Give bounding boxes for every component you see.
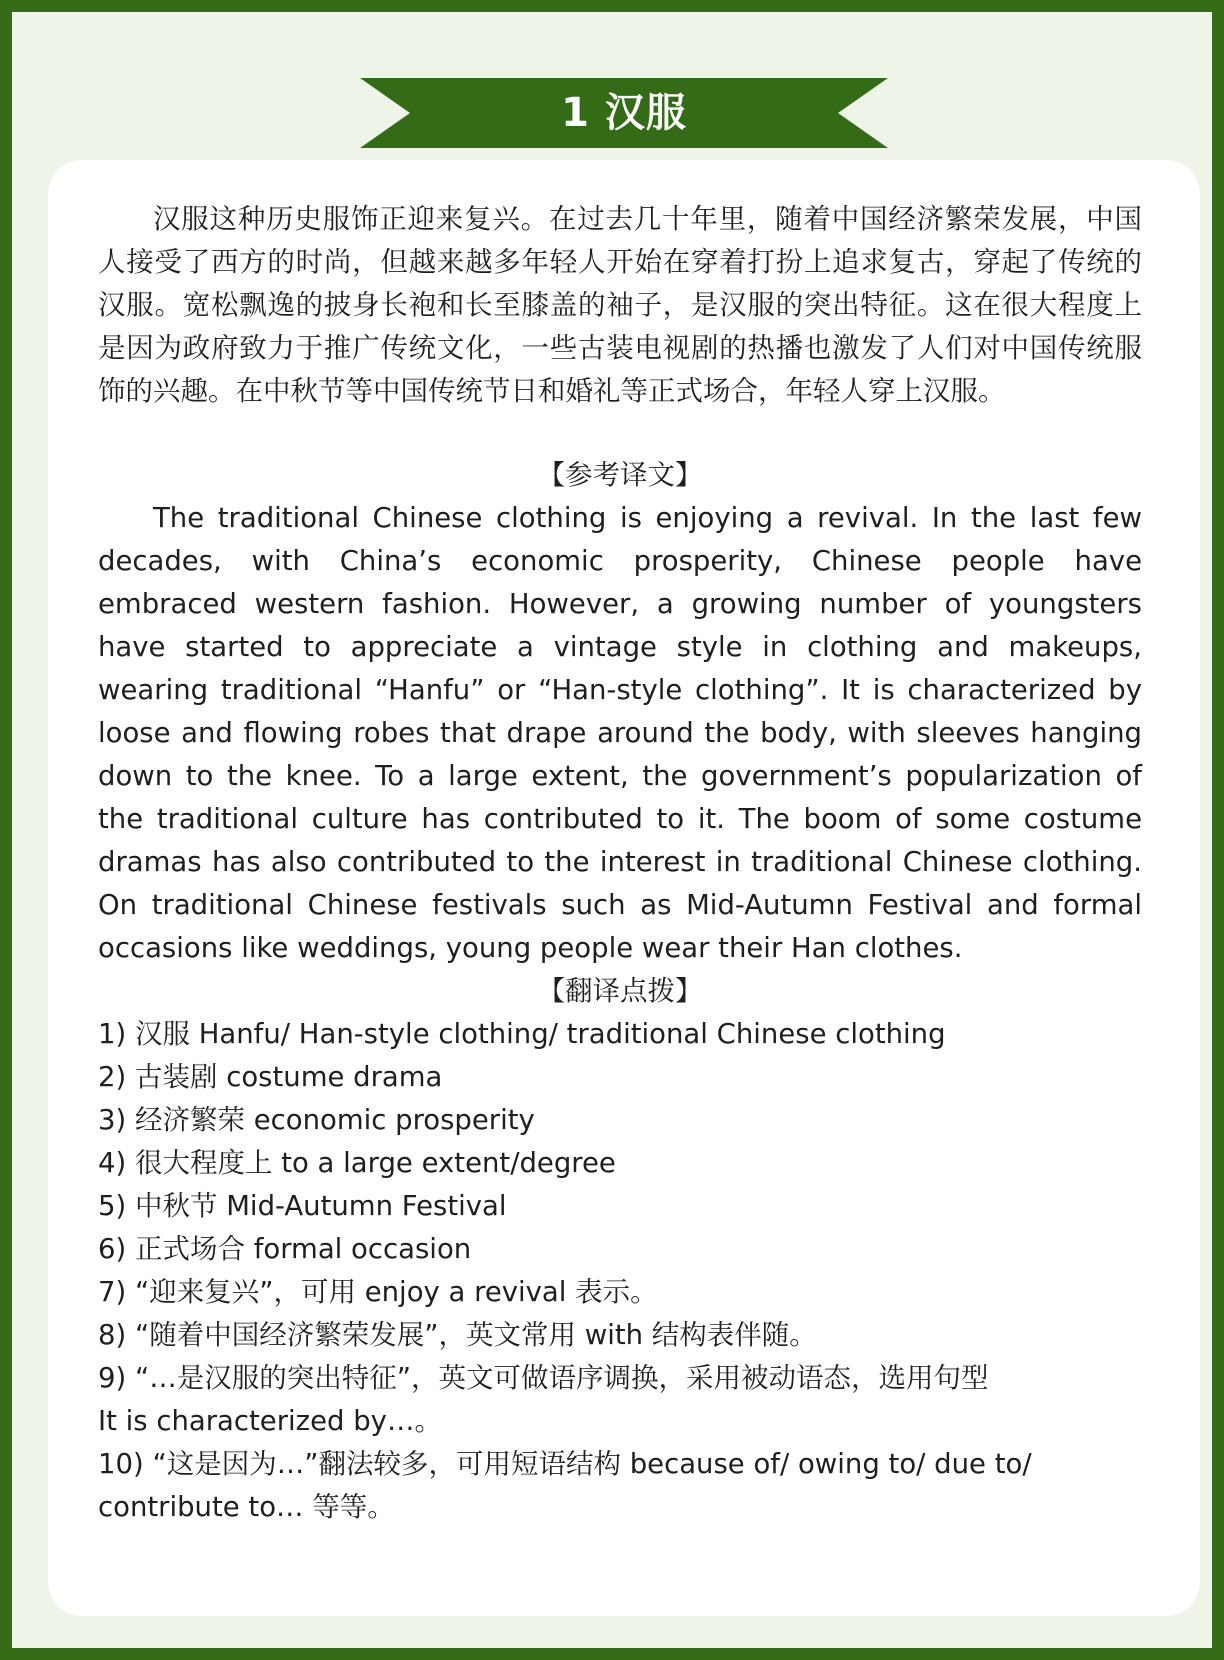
tips-list [98, 1013, 1142, 1529]
content-body [98, 198, 1142, 1529]
tip-item: 8) “随着中国经济繁荣发展”，英文常用 with 结构表伴随。 [98, 1319, 817, 1351]
tip-item: 10) “这是因为…”翻法较多，可用短语结构 because of/ owing to/ due to/ [98, 1448, 1032, 1480]
tip-item: 7) “迎来复兴”，可用 enjoy a revival 表示。 [98, 1276, 658, 1308]
tip-item: It is characterized by…。 [98, 1405, 442, 1437]
tip-item: 4) 很大程度上 to a large extent/degree [98, 1147, 616, 1179]
tip-item: 3) 经济繁荣 economic prosperity [98, 1104, 535, 1136]
content-card [48, 160, 1200, 1616]
tip-item: 1) 汉服 Hanfu/ Han-style clothing/ traditional Chinese clothing [98, 1018, 946, 1050]
tips-heading: 【翻译点拨】 [537, 975, 703, 1007]
translation-paragraph: The traditional Chinese clothing is enjoying a revival. In the last few decades, with China’s economic prosperity, Chinese people have embraced western fashion. However, a growing number of youngsters have started to appreciate a vintage style in clothing and makeups, wearing traditional “Hanfu” or “Han-style clothing”. It is characterized by loose and flowing robes that drape around the body, with sleeves hanging down to the knee. To a large extent, the government’s popularization of the traditional culture has contributed to it. The boom of some costume dramas has also contributed to the interest in traditional Chinese clothing. On traditional Chinese festivals such as Mid-Autumn Festival and formal occasions like weddings, young people wear their Han clothes. [98, 502, 1142, 964]
chinese-source-paragraph: 汉服这种历史服饰正迎来复兴。在过去几十年里，随着中国经济繁荣发展，中国人接受了西方的时尚，但越来越多年轻人开始在穿着打扮上追求复古，穿起了传统的汉服。宽松飘逸的披身长袍和长至膝盖的袖子，是汉服的突出特征。这在很大程度上是因为政府致力于推广传统文化，一些古装电视剧的热播也激发了人们对中国传统服饰的兴趣。在中秋节等中国传统节日和婚礼等正式场合，年轻人穿上汉服。 [98, 203, 1142, 407]
title-banner [360, 78, 888, 148]
tip-item: 9) “…是汉服的突出特征”，英文可做语序调换，采用被动语态，选用句型 [98, 1362, 989, 1394]
tip-item: 6) 正式场合 formal occasion [98, 1233, 472, 1265]
tip-item: contribute to… 等等。 [98, 1491, 395, 1523]
translation-heading: 【参考译文】 [537, 459, 703, 491]
banner-title: 1 汉服 [561, 90, 687, 136]
section-spacer [98, 413, 1142, 454]
tip-item: 2) 古装剧 costume drama [98, 1061, 443, 1093]
tip-item: 5) 中秋节 Mid-Autumn Festival [98, 1190, 507, 1222]
